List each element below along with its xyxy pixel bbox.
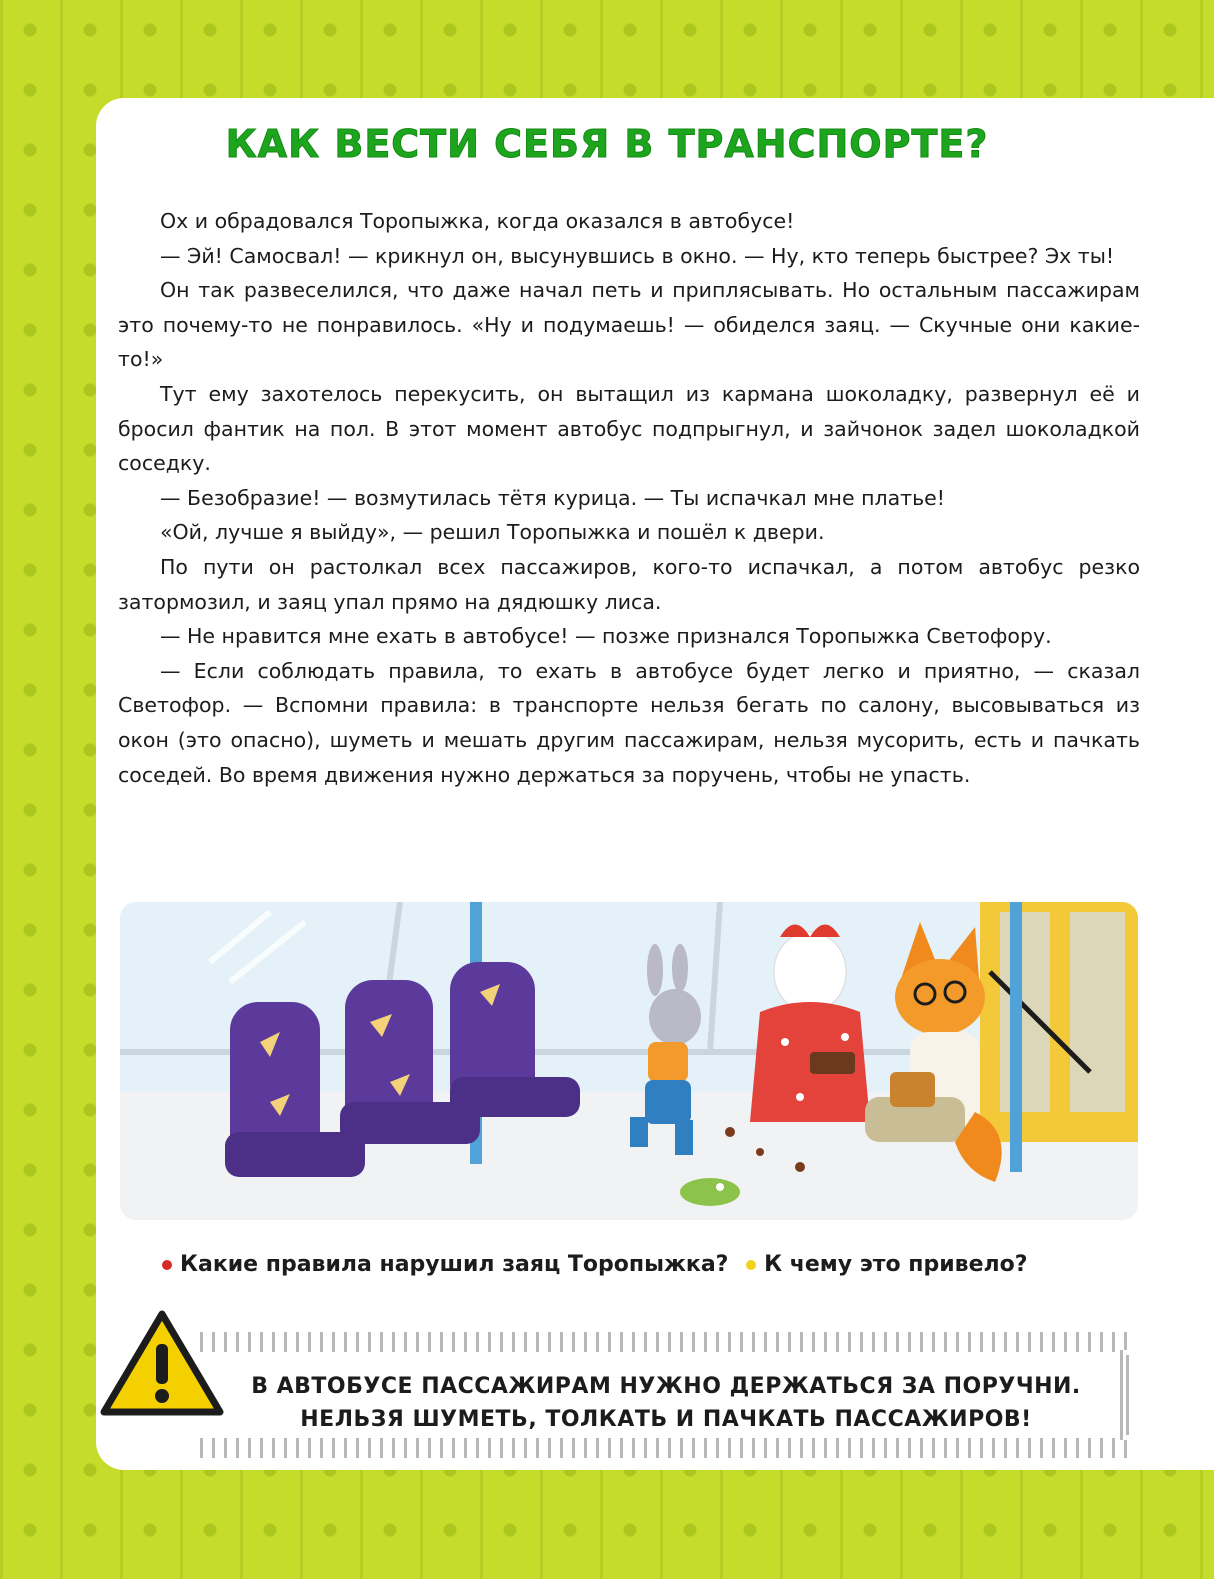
warning-line-2: НЕЛЬЗЯ ШУМЕТЬ, ТОЛКАТЬ И ПАЧКАТЬ ПАССАЖИРОВ! bbox=[300, 1407, 1032, 1432]
paragraph: — Не нравится мне ехать в автобусе! — позже признался Торопыжка Светофору. bbox=[160, 624, 1052, 649]
paragraph: Он так развеселился, что даже начал петь и приплясывать. Но остальным пассажирам это почему-то не понравилось. «Ну и подумаешь! — обиделся заяц. — Скучные они какие-то!» bbox=[118, 278, 1140, 372]
paragraph: Ох и обрадовался Торопыжка, когда оказался в автобусе! bbox=[160, 209, 795, 233]
question-2: К чему это привело? bbox=[764, 1252, 1028, 1277]
paragraph: Тут ему захотелось перекусить, он вытащил из кармана шоколадку, развернул её и бросил фантик на пол. В этот момент автобус подпрыгнул, и зайчонок задел шоколадкой соседку. bbox=[118, 381, 1140, 476]
paragraph: По пути он растолкал всех пассажиров, кого-то испачкал, а потом автобус резко затормозил, и заяц упал прямо на дядюшку лиса. bbox=[118, 554, 1140, 614]
question-bullet bbox=[746, 1260, 756, 1270]
question-bullet bbox=[162, 1260, 172, 1270]
story-text bbox=[118, 204, 1140, 792]
question-1: Какие правила нарушил заяц Торопыжка? bbox=[180, 1252, 729, 1277]
page-title: КАК ВЕСТИ СЕБЯ В ТРАНСПОРТЕ? bbox=[225, 122, 989, 166]
bus-scene-illustration bbox=[120, 902, 1138, 1220]
warning-line-1: В АВТОБУСЕ ПАССАЖИРАМ НУЖНО ДЕРЖАТЬСЯ ЗА ПОРУЧНИ. bbox=[251, 1374, 1081, 1399]
paragraph: «Ой, лучше я выйду», — решил Торопыжка и пошёл к двери. bbox=[160, 520, 825, 545]
warning-box bbox=[196, 1330, 1136, 1460]
paragraph: — Эй! Самосвал! — крикнул он, высунувшись в окно. — Ну, кто теперь быстрее? Эх ты! bbox=[160, 243, 1115, 268]
warning-text bbox=[196, 1370, 1136, 1436]
warning-triangle-icon bbox=[98, 1308, 226, 1424]
paragraph: — Безобразие! — возмутилась тётя курица. — Ты испачкал мне платье! bbox=[160, 485, 945, 510]
paragraph: — Если соблюдать правила, то ехать в автобусе будет легко и приятно, — сказал Светофор. — Вспомни правила: в транспорте нельзя бегать по салону, высовываться из окон (это опасно), шуметь и мешать другим пассажирам, нельзя мусорить, есть и пачкать соседей. Во время движения нужно держаться за поручень, чтобы не упасть. bbox=[118, 658, 1140, 787]
questions-line bbox=[162, 1252, 1028, 1277]
